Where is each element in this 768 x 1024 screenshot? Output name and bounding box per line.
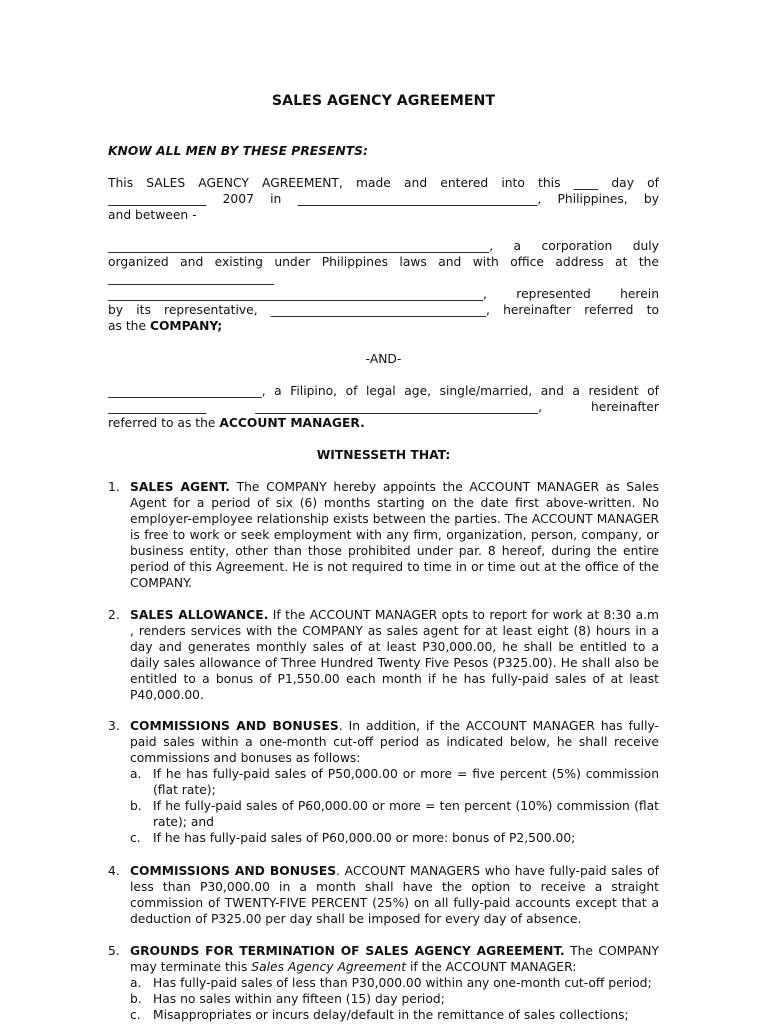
clause-body-end: if the ACCOUNT MANAGER:: [406, 960, 577, 974]
manager-line-1: _________________________, a Filipino, of legal age, single/married, and a resident of: [108, 384, 659, 398]
sub-item: [130, 798, 659, 830]
sub-item: [130, 766, 659, 798]
document-title: SALES AGENCY AGREEMENT: [271, 93, 496, 109]
clause-number: 4.: [108, 864, 120, 878]
sub-label: c.: [130, 831, 141, 845]
intro-line-2: ________________ 2007 in _______________________________________, Philippines, by: [108, 192, 659, 206]
clause-number: 5.: [108, 944, 120, 958]
witnesseth-heading: WITNESSETH THAT:: [316, 448, 451, 462]
sub-text: If he has fully-paid sales of P60,000.00 or more: bonus of P2,500.00;: [153, 831, 576, 845]
company-line-2: organized and existing under Philippines laws and with office address at the: [108, 255, 659, 269]
company-line-6: [108, 318, 659, 334]
clause-4: [108, 863, 659, 927]
clause-3: [108, 718, 659, 846]
sub-text: Has fully-paid sales of less than P30,000.00 within any one-month cut-off period;: [153, 976, 652, 990]
intro-line-3: and between -: [108, 208, 197, 222]
manager-block: [108, 383, 659, 431]
sub-label: b.: [130, 992, 142, 1006]
sub-text: If he fully-paid sales of P60,000.00 or more = ten percent (10%) commission (flat rate); and: [153, 799, 659, 829]
clause-2: [108, 607, 659, 703]
clause-1: [108, 479, 659, 591]
clause-text: [130, 943, 659, 975]
clause-heading: SALES AGENT.: [130, 480, 230, 494]
sub-item: [130, 1007, 659, 1023]
clause-heading: COMMISSIONS AND BONUSES: [130, 864, 337, 878]
manager-line-3: [108, 415, 659, 431]
clause-body: If the ACCOUNT MANAGER opts to report for work at 8:30 a.m , renders services with the COMPANY as sales agent for at least eight (8) hours in a day and generates monthly sales of at least P30,000.00, he shall be entitled to a daily sales allowance of Three Hundred Twenty Five Pesos (P325.00). He shall also be entitled to a bonus of P1,550.00 each month if he has fully-paid sales of at least P40,000.00.: [130, 608, 659, 702]
company-line-3: ___________________________: [108, 271, 275, 285]
account-manager-term: ACCOUNT MANAGER.: [219, 416, 365, 430]
clause-number: 3.: [108, 719, 120, 733]
sub-label: a.: [130, 767, 142, 781]
company-line-1: ______________________________________________________________, a corporation duly: [108, 239, 659, 253]
clause-heading: COMMISSIONS AND BONUSES: [130, 719, 339, 733]
clause-text: [130, 718, 659, 766]
clause-heading: GROUNDS FOR TERMINATION OF SALES AGENCY AGREEMENT.: [130, 944, 565, 958]
intro-line-1: This SALES AGENCY AGREEMENT, made and entered into this ____ day of: [108, 176, 659, 190]
manager-line-3-text: referred to as the: [108, 416, 220, 430]
clause-text: [130, 863, 659, 927]
company-line-6-text: as the: [108, 319, 150, 333]
manager-line-2: ________________ ______________________________________________, hereinafter: [108, 400, 659, 414]
and-separator: -AND-: [365, 352, 402, 366]
company-term: COMPANY;: [149, 319, 223, 333]
clause-heading: SALES ALLOWANCE.: [130, 608, 269, 622]
sub-item: [130, 975, 659, 991]
clause-body: The COMPANY may terminate this: [130, 944, 659, 974]
intro-paragraph: [108, 175, 659, 223]
clause-number: 1.: [108, 480, 120, 494]
clause-number: 2.: [108, 608, 120, 622]
sub-label: b.: [130, 799, 142, 813]
sub-label: c.: [130, 1008, 141, 1022]
clause-body: . In addition, if the ACCOUNT MANAGER has fully-paid sales within a one-month cut-off period as indicated below, he shall receive commissions and bonuses as follows:: [130, 719, 659, 765]
clause-5: [108, 943, 659, 1023]
sub-text: Misappropriates or incurs delay/default in the remittance of sales collections;: [153, 1008, 629, 1022]
sub-item: [130, 991, 659, 1007]
clause-text: [130, 607, 659, 703]
company-line-5: by its representative, ___________________________________, hereinafter referred to: [108, 303, 659, 317]
sub-item: [130, 830, 659, 846]
company-line-4: _____________________________________________________________, represented herein: [108, 287, 659, 301]
clause-body: The COMPANY hereby appoints the ACCOUNT MANAGER as Sales Agent for a period of six (6) months starting on the date first above-written. No employer-employee relationship exists between the parties. The ACCOUNT MANAGER is free to work or seek employment with any firm, organization, person, company, or business entity, other than those prohibited under par. 8 hereof, during the entire period of this Agreement. He is not required to time in or time out at the office of the COMPANY.: [130, 480, 659, 590]
agreement-name: Sales Agency Agreement: [251, 960, 407, 974]
clause-body: . ACCOUNT MANAGERS who have fully-paid sales of less than P30,000.00 in a month shall have the option to receive a straight commission of TWENTY-FIVE PERCENT (25%) on all fully-paid accounts except that a deduction of P325.00 per day shall be imposed for every day of absence.: [130, 864, 659, 926]
sub-text: If he has fully-paid sales of P50,000.00 or more = five percent (5%) commission (flat rate);: [153, 767, 659, 797]
know-all-men-heading: KNOW ALL MEN BY THESE PRESENTS:: [108, 144, 368, 158]
company-block: [108, 238, 659, 334]
sub-label: a.: [130, 976, 142, 990]
sub-text: Has no sales within any fifteen (15) day period;: [153, 992, 445, 1006]
clause-text: [130, 479, 659, 591]
